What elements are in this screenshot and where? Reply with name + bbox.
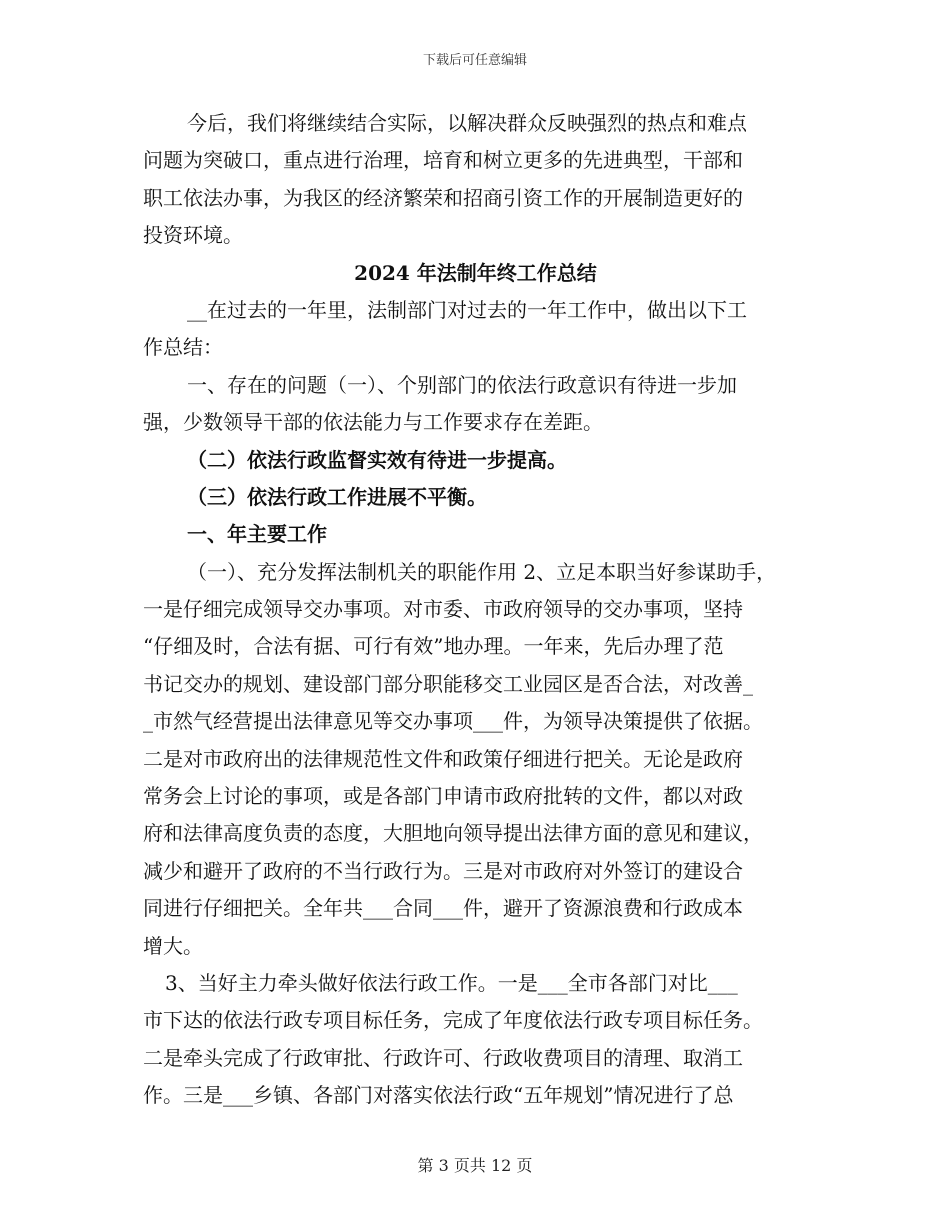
- paragraph-line: __在过去的一年里，法制部门对过去的一年工作中，做出以下工: [187, 297, 747, 322]
- paragraph-line: 同进行仔细把关。全年共___合同___件，避开了资源浪费和行政成本: [143, 896, 743, 921]
- paragraph-line: 今后，我们将继续结合实际，以解决群众反映强烈的热点和难点: [187, 111, 747, 135]
- paragraph-line: 强，少数领导干部的依法能力与工作要求存在差距。: [143, 410, 603, 435]
- paragraph-line: 作。三是___乡镇、各部门对落实依法行政“五年规划”情况进行了总: [143, 1083, 734, 1108]
- paragraph-line: 书记交办的规划、建设部门部分职能移交工业园区是否合法，对改善_: [143, 671, 753, 696]
- paragraph-line: _市然气经营提出法律意见等交办事项___件，为领导决策提供了依据。: [143, 709, 763, 734]
- paragraph-line: 二是对市政府出的法律规范性文件和政策仔细进行把关。无论是政府: [143, 746, 743, 771]
- paragraph-line: 一是仔细完成领导交办事项。对市委、市政府领导的交办事项，坚持: [143, 597, 743, 622]
- document-body: [143, 105, 808, 1115]
- paragraph-line: 一、存在的问题（一）、个别部门的依法行政意识有待进一步加: [187, 372, 737, 397]
- subheading: （三）依法行政工作进展不平衡。: [187, 484, 487, 509]
- paragraph-line: 常务会上讨论的事项，或是各部门申请市政府批转的文件，都以对政: [143, 784, 743, 809]
- paragraph-line: 府和法律高度负责的态度，大胆地向领导提出法律方面的意见和建议，: [143, 821, 763, 846]
- paragraph-line: 职工依法办事，为我区的经济繁荣和招商引资工作的开展制造更好的: [143, 185, 743, 210]
- section-title: 2024 年法制年终工作总结: [354, 260, 597, 285]
- paragraph-line: 增大。: [143, 933, 203, 958]
- page-header: 下载后可任意编辑: [422, 53, 527, 68]
- paragraph-line: 二是牵头完成了行政审批、行政许可、行政收费项目的清理、取消工: [143, 1045, 743, 1070]
- paragraph-line: 市下达的依法行政专项目标任务，完成了年度依法行政专项目标任务。: [143, 1008, 763, 1033]
- paragraph-line: 3、当好主力牵头做好依法行政工作。一是___全市各部门对比___: [165, 970, 738, 995]
- paragraph-line: 投资环境。: [143, 223, 243, 248]
- paragraph-line: 问题为突破口，重点进行治理，培育和树立更多的先进典型，干部和: [143, 148, 743, 173]
- paragraph-line: 减少和避开了政府的不当行政行为。三是对市政府对外签订的建设合: [143, 858, 743, 883]
- subheading: （二）依法行政监督实效有待进一步提高。: [187, 447, 567, 472]
- paragraph-line: “仔细及时，合法有据、可行有效”地办理。一年来，先后办理了范: [143, 634, 724, 659]
- paragraph-line: （一）、充分发挥法制机关的职能作用 2、立足本职当好参谋助手，: [187, 559, 777, 584]
- subheading: 一、年主要工作: [187, 522, 327, 547]
- page-footer: 第 3 页共 12 页: [417, 1156, 533, 1175]
- paragraph-line: 作总结：: [143, 335, 223, 360]
